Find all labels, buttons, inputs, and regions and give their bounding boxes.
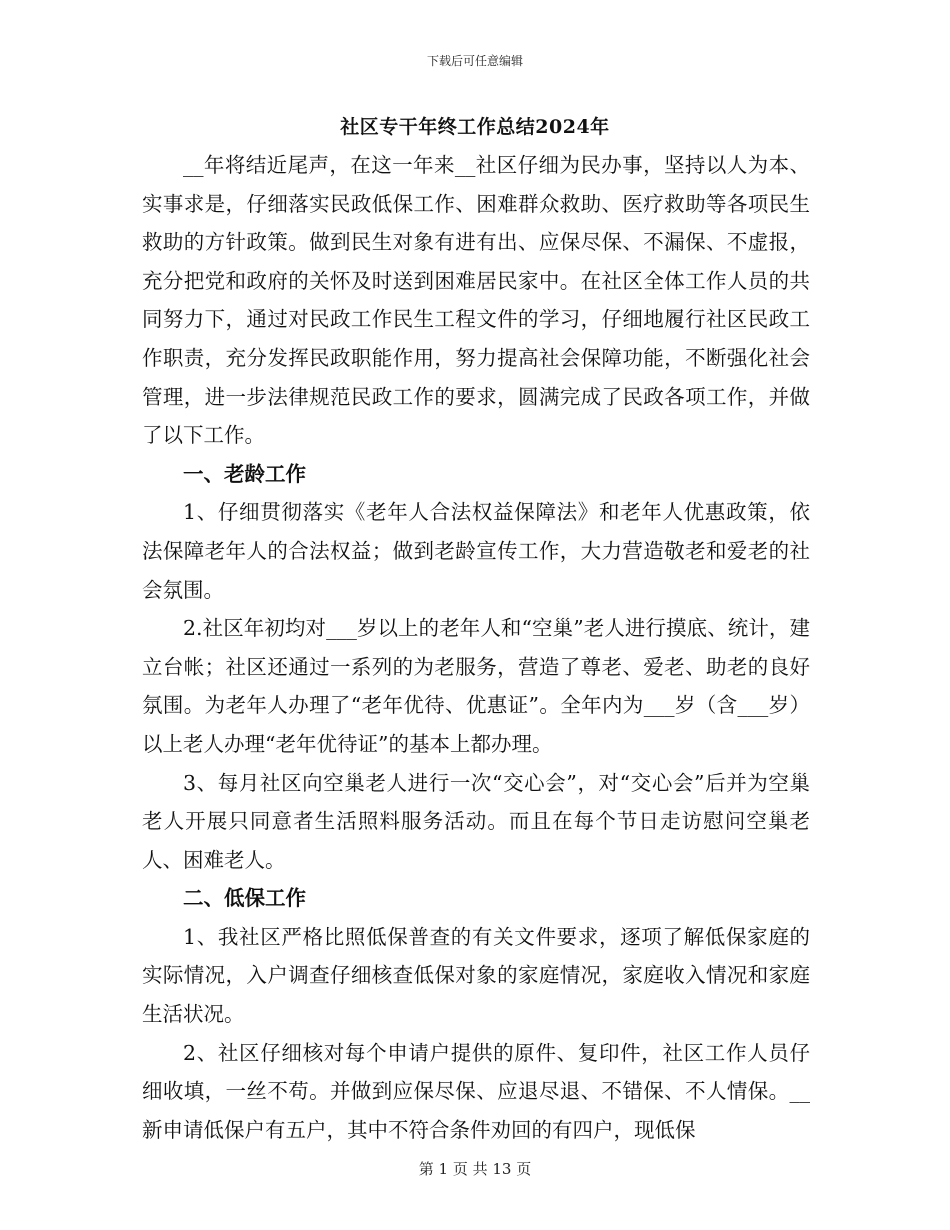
document-body (142, 146, 810, 1149)
section-heading-elderly: 一、老龄工作 (183, 461, 306, 486)
elderly-item-3: 3、每月社区向空巢老人进行一次“交心会”，对“交心会”后并为空巢老人开展只同意者生活照料服务活动。而且在每个节日走访慰问空巢老人、困难老人。 (142, 770, 810, 872)
document-title: 社区专干年终工作总结2024年 (340, 116, 610, 138)
section-heading-subsistence: 二、低保工作 (183, 886, 306, 911)
header-note: 下载后可任意编辑 (426, 54, 523, 68)
intro-paragraph: __年将结近尾声，在这一年来__社区仔细为民办事，坚持以人为本、实事求是，仔细落实民政低保工作、困难群众救助、医疗救助等各项民生救助的方针政策。做到民生对象有进有出、应保尽保、不漏保、不虚报，充分把党和政府的关怀及时送到困难居民家中。在社区全体工作人员的共同努力下，通过对民政工作民生工程文件的学习，仔细地履行社区民政工作职责，充分发挥民政职能作用，努力提高社会保障功能，不断强化社会管理，进一步法律规范民政工作的要求，圆满完成了民政各项工作，并做了以下工作。 (142, 153, 810, 448)
subsistence-item-1: 1、我社区严格比照低保普查的有关文件要求，逐项了解低保家庭的实际情况，入户调查仔细核查低保对象的家庭情况，家庭收入情况和家庭生活状况。 (142, 924, 810, 1027)
elderly-item-2: 2.社区年初均对___岁以上的老年人和“空巢”老人进行摸底、统计，建立台帐；社区还通过一系列的为老服务，营造了尊老、爱老、助老的良好氛围。为老年人办理了“老年优待、优惠证”。全年内为___岁（含___岁）以上老人办理“老年优待证”的基本上都办理。 (142, 616, 810, 756)
page-number: 第 1 页 共 13 页 (418, 1160, 532, 1178)
elderly-item-1: 1、仔细贯彻落实《老年人合法权益保障法》和老年人优惠政策，依法保障老年人的合法权益；做到老龄宣传工作，大力营造敬老和爱老的社会氛围。 (142, 500, 810, 602)
subsistence-item-2: 2、社区仔细核对每个申请户提供的原件、复印件，社区工作人员仔细收填，一丝不苟。并做到应保尽保、应退尽退、不错保、不人情保。__新申请低保户有五户，其中不符合条件劝回的有四户，现低保 (142, 1040, 810, 1142)
